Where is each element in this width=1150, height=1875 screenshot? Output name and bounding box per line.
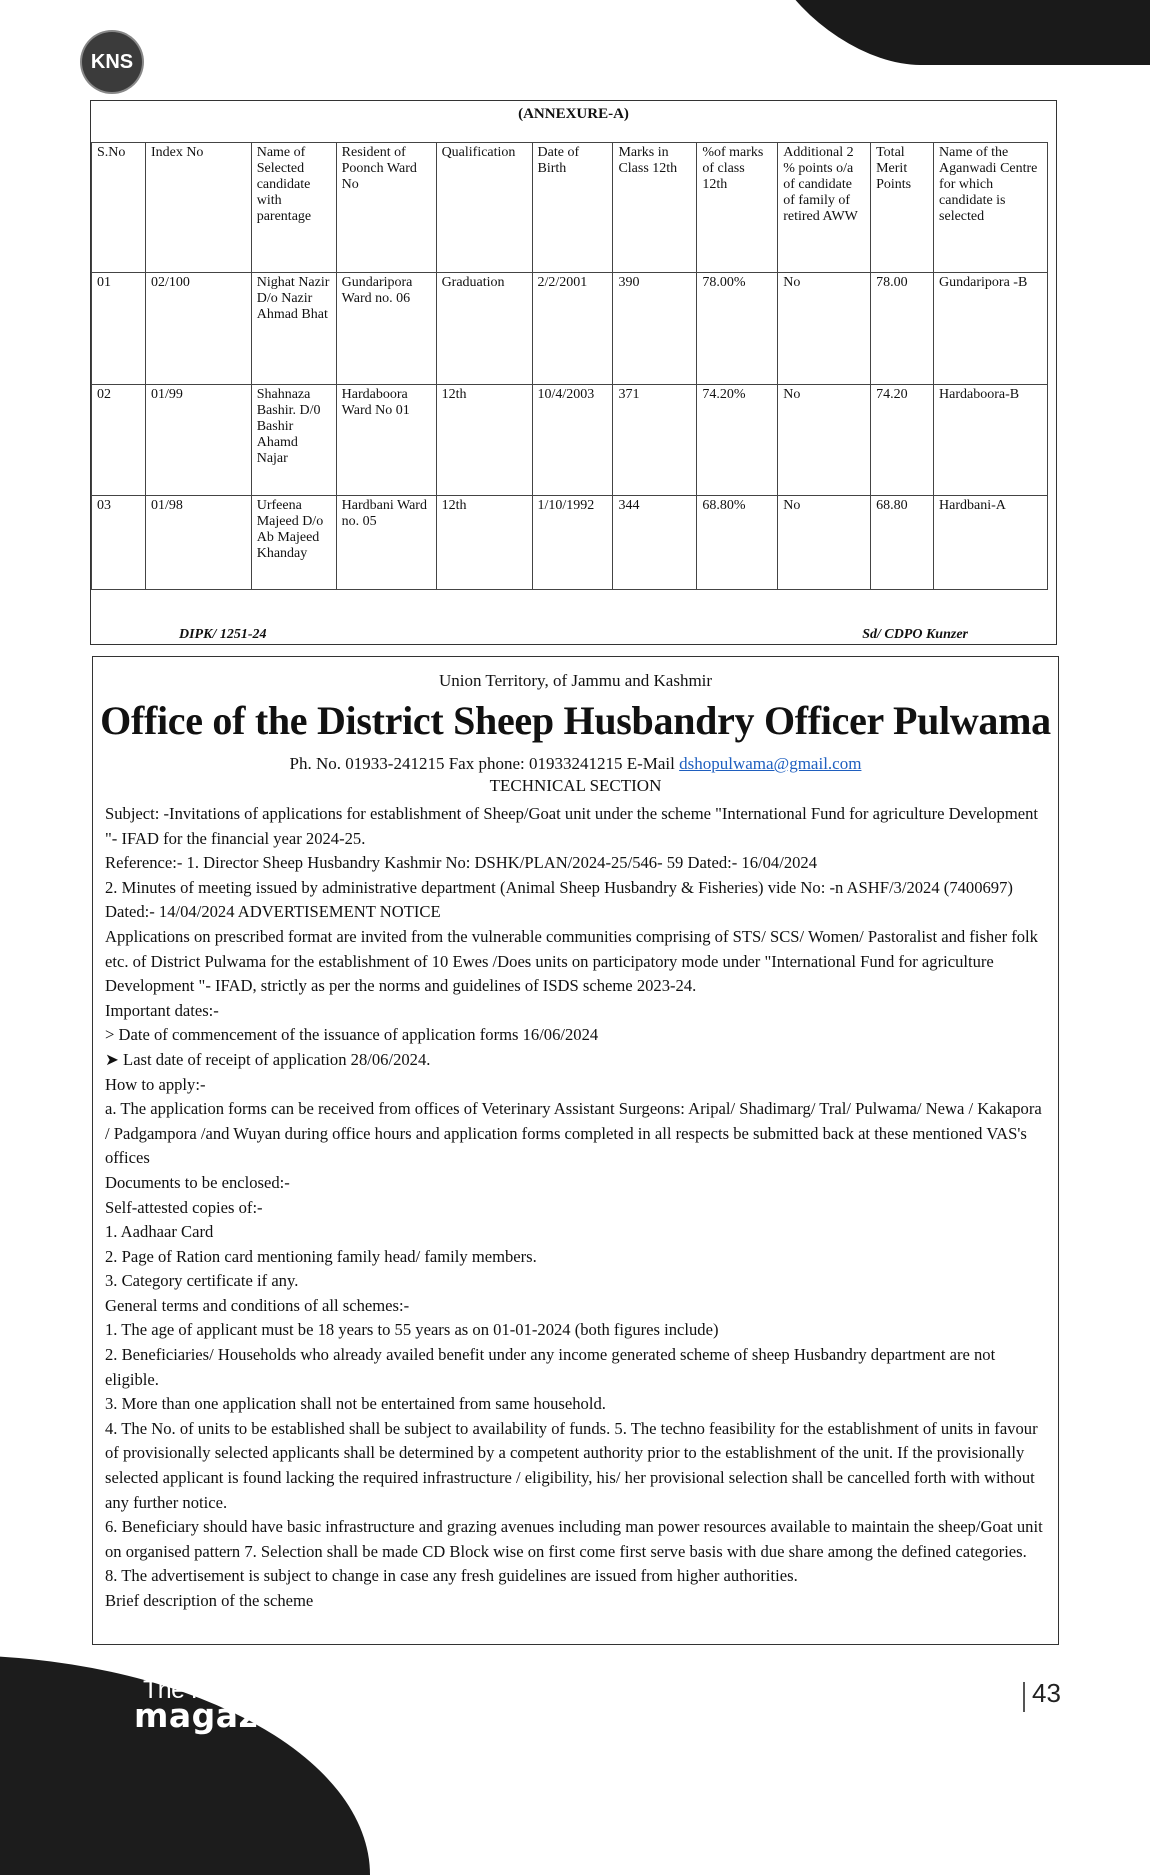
table-cell: Shahnaza Bashir. D/0 Bashir Ahamd Najar (251, 385, 336, 496)
table-cell: No (778, 496, 871, 590)
col-header: Resident of Poonch Ward No (336, 143, 436, 273)
notice-paragraph: 1. Aadhaar Card (105, 1222, 214, 1242)
notice-paragraph: Documents to be enclosed:- (105, 1172, 290, 1192)
notice-paragraph: Applications on prescribed format are invited from the vulnerable communities comprising of STS/ SCS/ Women/ Pastoralist and fisher folk etc. of District Pulwama for the establishment of 10 Ewes /Does units on participatory mode under "International Fund for agriculture Development "- IFAD, strictly as per the norms and guidelines of ISDS scheme 2023-24. (105, 926, 1038, 996)
notice-paragraph: ➤ Last date of receipt of application 28/06/2024. (105, 1049, 431, 1069)
notice-paragraph: a. The application forms can be received from offices of Veterinary Assistant Surgeons: Aripal/ Shadimarg/ Tral/ Pulwama/ Newa / Kakapora / Padgampora /and Wuyan during office hours and application forms completed in all respects be submitted back at these mentioned VAS's offices (105, 1099, 1042, 1168)
table-cell: 01/98 (145, 496, 251, 590)
table-cell: Hardaboora Ward No 01 (336, 385, 436, 496)
notice-body (105, 802, 1044, 1614)
col-header: Index No (145, 143, 251, 273)
table-row (92, 496, 1048, 590)
table-cell: 344 (613, 496, 697, 590)
notice-paragraph: 3. More than one application shall not be entertained from same household. (105, 1394, 606, 1414)
notice-paragraph: 1. The age of applicant must be 18 years to 55 years as on 01-01-2024 (both figures include) (105, 1320, 719, 1340)
brand-logo-line1: The Kashmir (143, 1676, 280, 1704)
annexure-title: (ANNEXURE-A) (518, 106, 629, 122)
signature-line: Sd/ CDPO Kunzer (862, 627, 968, 642)
notice-paragraph: How to apply:- (105, 1074, 206, 1094)
table-cell: 390 (613, 273, 697, 385)
col-header: Name of Selected candidate with parentage (251, 143, 336, 273)
dipk-reference: DIPK/ 1251-24 (179, 627, 267, 642)
table-cell: Gundaripora Ward no. 06 (336, 273, 436, 385)
table-cell: Hardbani Ward no. 05 (336, 496, 436, 590)
page-number-divider (1023, 1682, 1025, 1712)
table-cell: 78.00 (871, 273, 934, 385)
notice-paragraph: 2. Page of Ration card mentioning family head/ family members. (105, 1246, 537, 1266)
email-link[interactable]: dshopulwama@gmail.com (679, 754, 862, 773)
table-cell: 02 (92, 385, 146, 496)
table-cell: 2/2/2001 (532, 273, 613, 385)
notice-paragraph: 2. Beneficiaries/ Households who already availed benefit under any income generated scheme of sheep Husbandry department are not eligible. (105, 1345, 996, 1389)
notice-paragraph: Reference:- 1. Director Sheep Husbandry Kashmir No: DSHK/PLAN/2024-25/546- 59 Dated:- 16/04/2024 (105, 853, 818, 873)
table-cell: 01 (92, 273, 146, 385)
ut-heading: Union Territory, of Jammu and Kashmir (438, 671, 713, 690)
notice-paragraph: 6. Beneficiary should have basic infrastructure and grazing avenues including man power resources available to maintain the sheep/Goat unit on organised pattern 7. Selection shall be made CD Block wise on first come first serve basis with due share among the defined categories. (105, 1517, 1043, 1561)
col-header: Date of Birth (532, 143, 613, 273)
table-cell: Nighat Nazir D/o Nazir Ahmad Bhat (251, 273, 336, 385)
col-header: Total Merit Points (871, 143, 934, 273)
table-cell: 371 (613, 385, 697, 496)
advertisement-notice-box (92, 656, 1059, 1645)
page-number: 43 (1032, 1678, 1061, 1708)
table-cell: Hardbani-A (934, 496, 1048, 590)
table-cell: Urfeena Majeed D/o Ab Majeed Khanday (251, 496, 336, 590)
col-header: Marks in Class 12th (613, 143, 697, 273)
table-cell: Graduation (436, 273, 532, 385)
table-cell: 01/99 (145, 385, 251, 496)
table-row (92, 385, 1048, 496)
notice-paragraph: > Date of commencement of the issuance of application forms 16/06/2024 (105, 1025, 599, 1045)
notice-paragraph: Brief description of the scheme (105, 1591, 314, 1610)
col-header: %of marks of class 12th (697, 143, 778, 273)
col-header: S.No (92, 143, 146, 273)
notice-paragraph: General terms and conditions of all schemes:- (105, 1295, 410, 1315)
col-header: Qualification (436, 143, 532, 273)
section-heading: TECHNICAL SECTION (489, 776, 662, 795)
table-cell: No (778, 385, 871, 496)
table-cell: 68.80% (697, 496, 778, 590)
contact-text: Ph. No. 01933-241215 Fax phone: 01933241215 E-Mail (289, 754, 675, 773)
table-cell: 74.20% (697, 385, 778, 496)
table-cell: 12th (436, 496, 532, 590)
candidates-table (91, 142, 1048, 590)
col-header: Additional 2 % points o/a of candidate of family of retired AWW (778, 143, 871, 273)
notice-paragraph: 3. Category certificate if any. (105, 1271, 299, 1291)
table-cell: No (778, 273, 871, 385)
table-cell: 74.20 (871, 385, 934, 496)
table-cell: 02/100 (145, 273, 251, 385)
notice-paragraph: Important dates:- (105, 1000, 219, 1020)
table-cell: 12th (436, 385, 532, 496)
table-cell: Gundaripora -B (934, 273, 1048, 385)
notice-paragraph: Self-attested copies of:- (105, 1197, 263, 1217)
col-header: Name of the Aganwadi Centre for which candidate is selected (934, 143, 1048, 273)
table-cell: 1/10/1992 (532, 496, 613, 590)
table-cell: 78.00% (697, 273, 778, 385)
table-cell: 68.80 (871, 496, 934, 590)
brand-logo-line2: magazine (134, 1696, 317, 1735)
table-cell: Hardaboora-B (934, 385, 1048, 496)
annexure-box (90, 100, 1057, 645)
notice-paragraph: 8. The advertisement is subject to change in case any fresh guidelines are issued from higher authorities. (105, 1566, 798, 1586)
contact-line (93, 754, 1058, 774)
top-right-decoration (775, 0, 1150, 65)
table-cell: 10/4/2003 (532, 385, 613, 496)
table-header-row (92, 143, 1048, 273)
kns-logo: KNS (82, 32, 142, 92)
notice-paragraph: 2. Minutes of meeting issued by administrative department (Animal Sheep Husbandry & Fisheries) vide No: -n ASHF/3/2024 (7400697) Dated:- 14/04/2024 ADVERTISEMENT NOTICE (105, 877, 1013, 922)
table-row (92, 273, 1048, 385)
notice-paragraph: 4. The No. of units to be established shall be subject to availability of funds. 5. The techno feasibility for the establishment of units in favour of provisionally selected applicants shall be determined by a competent authority prior to the establishment of the unit. If the provisionally selected applicant is found lacking the required infrastructure / eligibility, his/ her provisional selection shall be cancelled forth with without any further notice. (105, 1418, 1038, 1512)
notice-paragraph: Subject: -Invitations of applications for establishment of Sheep/Goat unit under the scheme "International Fund for agriculture Development "- IFAD for the financial year 2024-25. (105, 804, 1039, 848)
table-cell: 03 (92, 496, 146, 590)
office-title: Office of the District Sheep Husbandry Officer Pulwama (100, 698, 1051, 743)
